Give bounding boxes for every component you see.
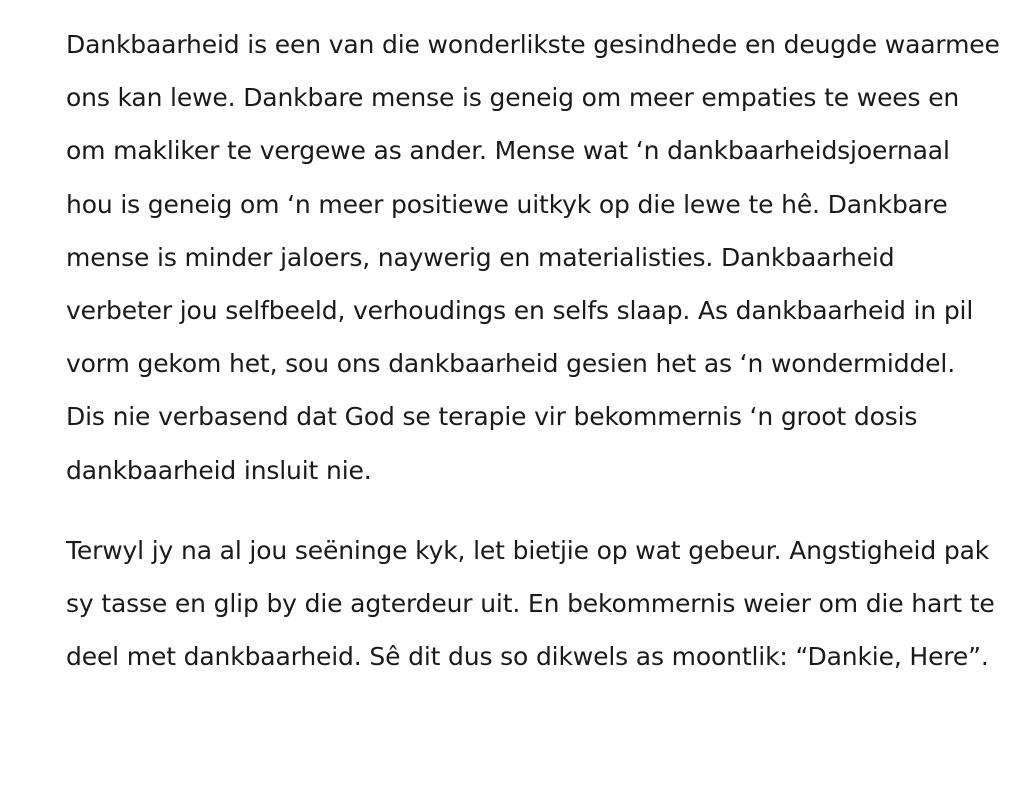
article-body xyxy=(66,18,1001,683)
paragraph-2: Terwyl jy na al jou seëninge kyk, let bietjie op wat gebeur. Angstigheid pak sy tasse en glip by die agterdeur uit. En bekommernis weier om die hart te deel met dankbaarheid. Sê dit dus so dikwels as moontlik: “Dankie, Here”. xyxy=(66,535,995,672)
paragraph-1: Dankbaarheid is een van die wonderlikste gesindhede en deugde waarmee ons kan lewe. Dankbare mense is geneig om meer empaties te wees en om makliker te vergewe as ander. Mense wat ‘n dankbaarheidsjoernaal hou is geneig om ‘n meer positiewe uitkyk op die lewe te hê. Dankbare mense is minder jaloers, naywerig en materialisties. Dankbaarheid verbeter jou selfbeeld, verhoudings en selfs slaap. As dankbaarheid in pil vorm gekom het, sou ons dankbaarheid gesien het as ‘n wondermiddel. Dis nie verbasend dat God se terapie vir bekommernis ‘n groot dosis dankbaarheid insluit nie. xyxy=(66,30,1000,485)
